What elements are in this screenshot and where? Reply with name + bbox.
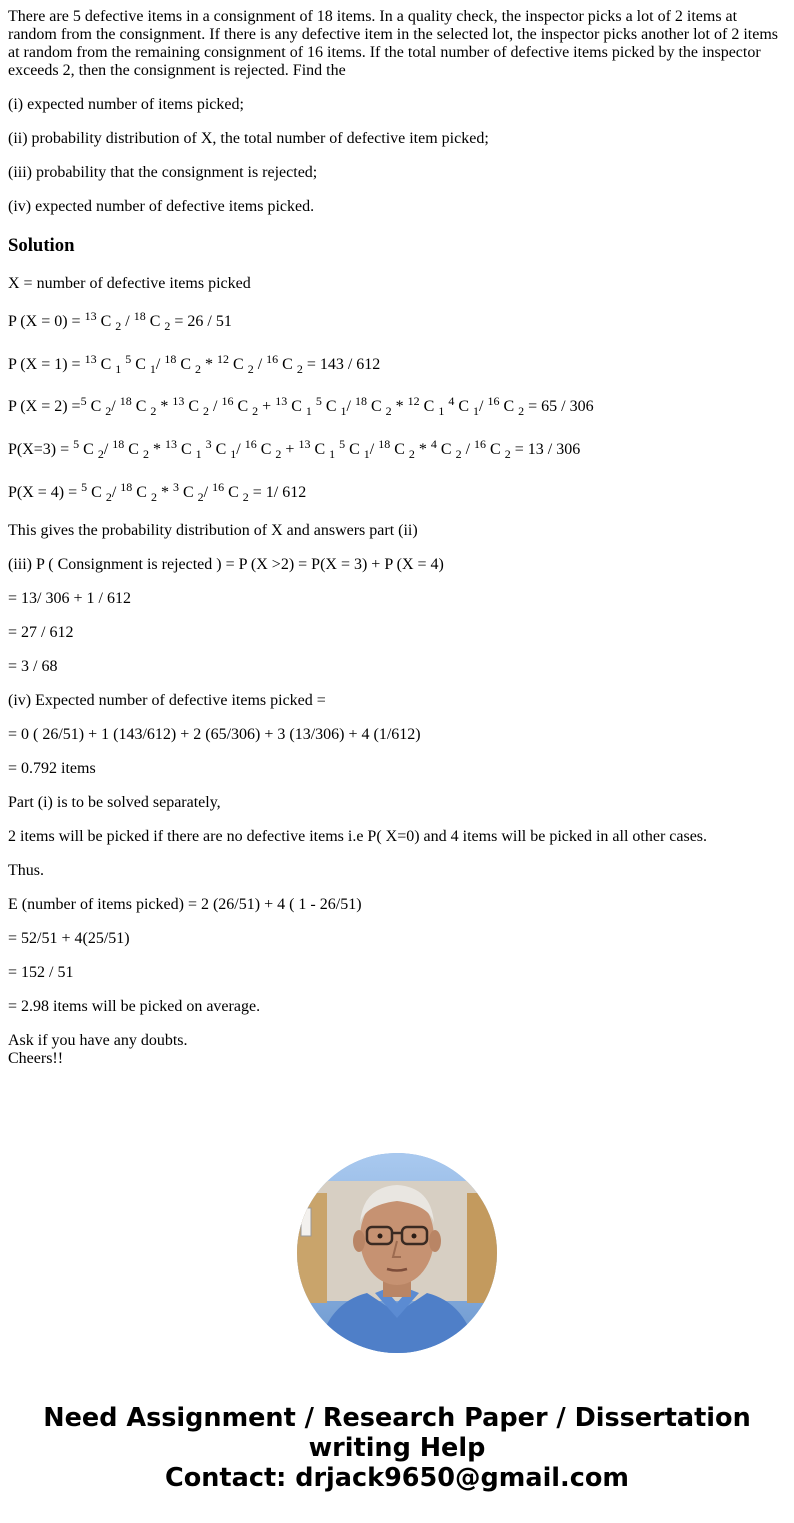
banner-line-2: writing Help xyxy=(308,1433,486,1463)
question-part-ii: (ii) probability distribution of X, the total number of defective item picked; xyxy=(8,130,489,147)
banner-line-1: Need Assignment / Research Paper / Dissertation xyxy=(43,1403,751,1433)
part-i-line-6: = 152 / 51 xyxy=(8,964,74,981)
part-iv-line-3: = 0.792 items xyxy=(8,760,96,777)
formula-p3: P(X=3) = $^5$ C $_2$/ $^{18}$ C $_2$ * $^{13}$ C $_1$ $^3$ C $_1$/ $^{16}$ C $_2$ + $^{13}$ C $_1$ $^5$ C $_1$/ $^{18}$ C $_2$ * $^4$ C $_2$ / $^{16}$ C $_2$ = 13 / 306 xyxy=(8,437,581,461)
formula-p1: P (X = 1) = $^{13}$ C $_1$ $^5$ C $_1$/ $^{18}$ C $_2$ * $^{12}$ C $_2$ / $^{16}$ C $_2$ = 143 / 612 xyxy=(8,352,381,376)
part-iv-line-1: (iv) Expected number of defective items picked = xyxy=(8,692,326,709)
question-part-iii: (iii) probability that the consignment is rejected; xyxy=(8,164,318,181)
part-iii-line-2: = 13/ 306 + 1 / 612 xyxy=(8,590,131,607)
part-iii-line-3: = 27 / 612 xyxy=(8,624,74,641)
part-iv-line-2: = 0 ( 26/51) + 1 (143/612) + 2 (65/306) + 3 (13/306) + 4 (1/612) xyxy=(8,726,421,743)
part-iii-line-1: (iii) P ( Consignment is rejected ) = P (X >2) = P(X = 3) + P (X = 4) xyxy=(8,556,444,573)
formula-p4: P(X = 4) = $^5$ C $_2$/ $^{18}$ C $_2$ * $^3$ C $_2$/ $^{16}$ C $_2$ = 1/ 612 xyxy=(8,480,307,504)
part-iii-line-4: = 3 / 68 xyxy=(8,658,58,675)
author-photo xyxy=(297,1153,497,1353)
part-i-line-3: Thus. xyxy=(8,862,44,879)
closing-line-2: Cheers!! xyxy=(8,1050,64,1067)
formula-p0: P (X = 0) = $^{13}$ C $_2$ / $^{18}$ C $_2$ = 26 / 51 xyxy=(8,309,232,333)
distribution-note: This gives the probability distribution of X and answers part (ii) xyxy=(8,522,418,539)
part-i-line-2: 2 items will be picked if there are no defective items i.e P( X=0) and 4 items will be picked in all other cases. xyxy=(8,828,708,845)
formula-p2: P (X = 2) =$^5$ C $_2$/ $^{18}$ C $_2$ * $^{13}$ C $_2$ / $^{16}$ C $_2$ + $^{13}$ C $_1$ $^5$ C $_1$/ $^{18}$ C $_2$ * $^{12}$ C $_1$ $^4$ C $_1$/ $^{16}$ C $_2$ = 65 / 306 xyxy=(8,394,594,418)
part-i-line-4: E (number of items picked) = 2 (26/51) + 4 ( 1 - 26/51) xyxy=(8,896,362,913)
x-definition: X = number of defective items picked xyxy=(8,275,251,292)
question-part-i: (i) expected number of items picked; xyxy=(8,96,244,113)
author-portrait-illustration xyxy=(297,1153,497,1353)
question-intro: There are 5 defective items in a consignment of 18 items. In a quality check, the inspector picks a lot of 2 items at random from the consignment. If there is any defective item in the selected lot, the inspector picks another lot of 2 items at random from the remaining consignment of 16 items. If the total number of defective items picked by the inspector exceeds 2, then the consignment is rejected. Find the xyxy=(8,8,778,79)
part-i-line-1: Part (i) is to be solved separately, xyxy=(8,794,221,811)
solution-heading: Solution xyxy=(8,235,75,256)
promo-banner xyxy=(0,1403,794,1493)
closing-line-1: Ask if you have any doubts. xyxy=(8,1032,188,1049)
part-i-line-5: = 52/51 + 4(25/51) xyxy=(8,930,130,947)
banner-contact: Contact: drjack9650@gmail.com xyxy=(165,1463,629,1493)
part-i-line-7: = 2.98 items will be picked on average. xyxy=(8,998,261,1015)
question-part-iv: (iv) expected number of defective items picked. xyxy=(8,198,315,215)
